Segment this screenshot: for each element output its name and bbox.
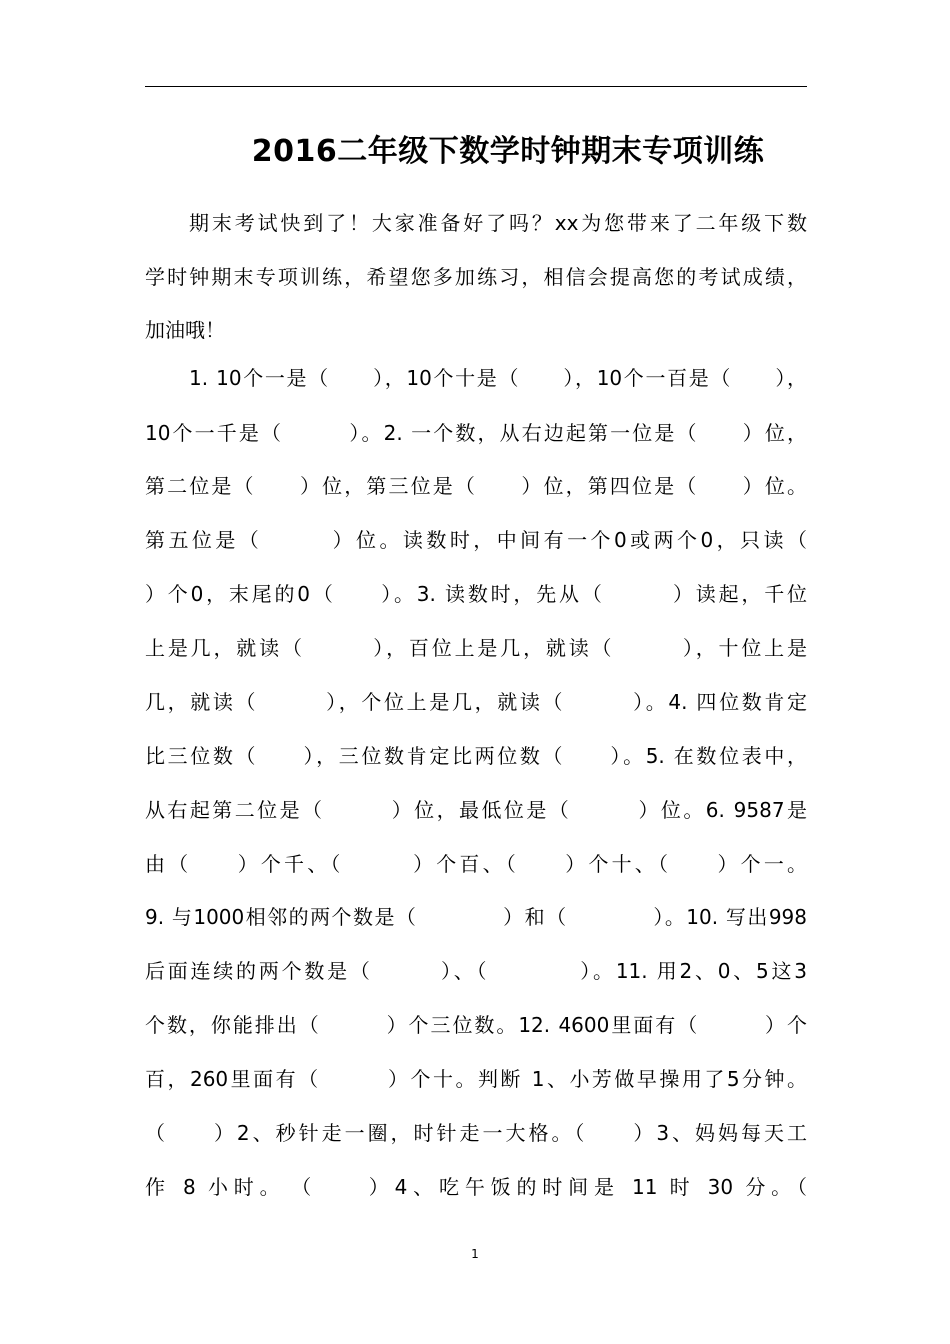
body-line: 学时钟期末专项训练，希望您多加练习，相信会提高您的考试成绩， <box>145 265 807 289</box>
body-line: （ ）2、秒针走一圈，时针走一大格。（ ）3、妈妈每天工 <box>145 1121 807 1145</box>
body-line: 第五位是（ ）位。读数时，中间有一个0或两个0，只读（ <box>145 528 807 552</box>
body-line: 上是几，就读（ ），百位上是几，就读（ ），十位上是 <box>145 636 807 660</box>
body-line: 1. 10个一是（ ），10个十是（ ），10个一百是（ ）， <box>189 366 807 390</box>
body-line: 比三位数（ ），三位数肯定比两位数（ ）。5. 在数位表中， <box>145 744 807 768</box>
body-line: 个数，你能排出（ ）个三位数。12. 4600里面有（ ）个 <box>145 1013 807 1037</box>
body-line: 10个一千是（ ）。2. 一个数，从右边起第一位是（ ）位， <box>145 421 807 445</box>
page-number: 1 <box>471 1247 479 1261</box>
header-rule <box>145 86 807 87</box>
body-line: 期末考试快到了！大家准备好了吗？xx为您带来了二年级下数 <box>189 211 807 235</box>
body-line: 第二位是（ ）位，第三位是（ ）位，第四位是（ ）位。 <box>145 474 807 498</box>
body-line: 几，就读（ ），个位上是几，就读（ ）。4. 四位数肯定 <box>145 690 807 714</box>
body-line: 作 8 小时。 （ ）4、吃午饭的时间是 11 时 30 分。（ <box>145 1175 807 1199</box>
document-title: 2016二年级下数学时钟期末专项训练 <box>251 134 765 169</box>
body-line: 后面连续的两个数是（ ）、（ ）。11. 用2、0、5这3 <box>145 959 807 983</box>
body-line: ）个0，末尾的0（ ）。3. 读数时，先从（ ）读起，千位 <box>145 582 807 606</box>
body-line: 9. 与1000相邻的两个数是（ ）和（ ）。10. 写出998 <box>145 905 807 929</box>
body-line: 从右起第二位是（ ）位，最低位是（ ）位。6. 9587是 <box>145 798 807 822</box>
body-line: 百，260里面有（ ）个十。判断 1、小芳做早操用了5分钟。 <box>145 1067 807 1091</box>
body-line: 由（ ）个千、（ ）个百、（ ）个十、（ ）个一。 <box>145 852 807 876</box>
body-line: 加油哦！ <box>145 318 225 342</box>
